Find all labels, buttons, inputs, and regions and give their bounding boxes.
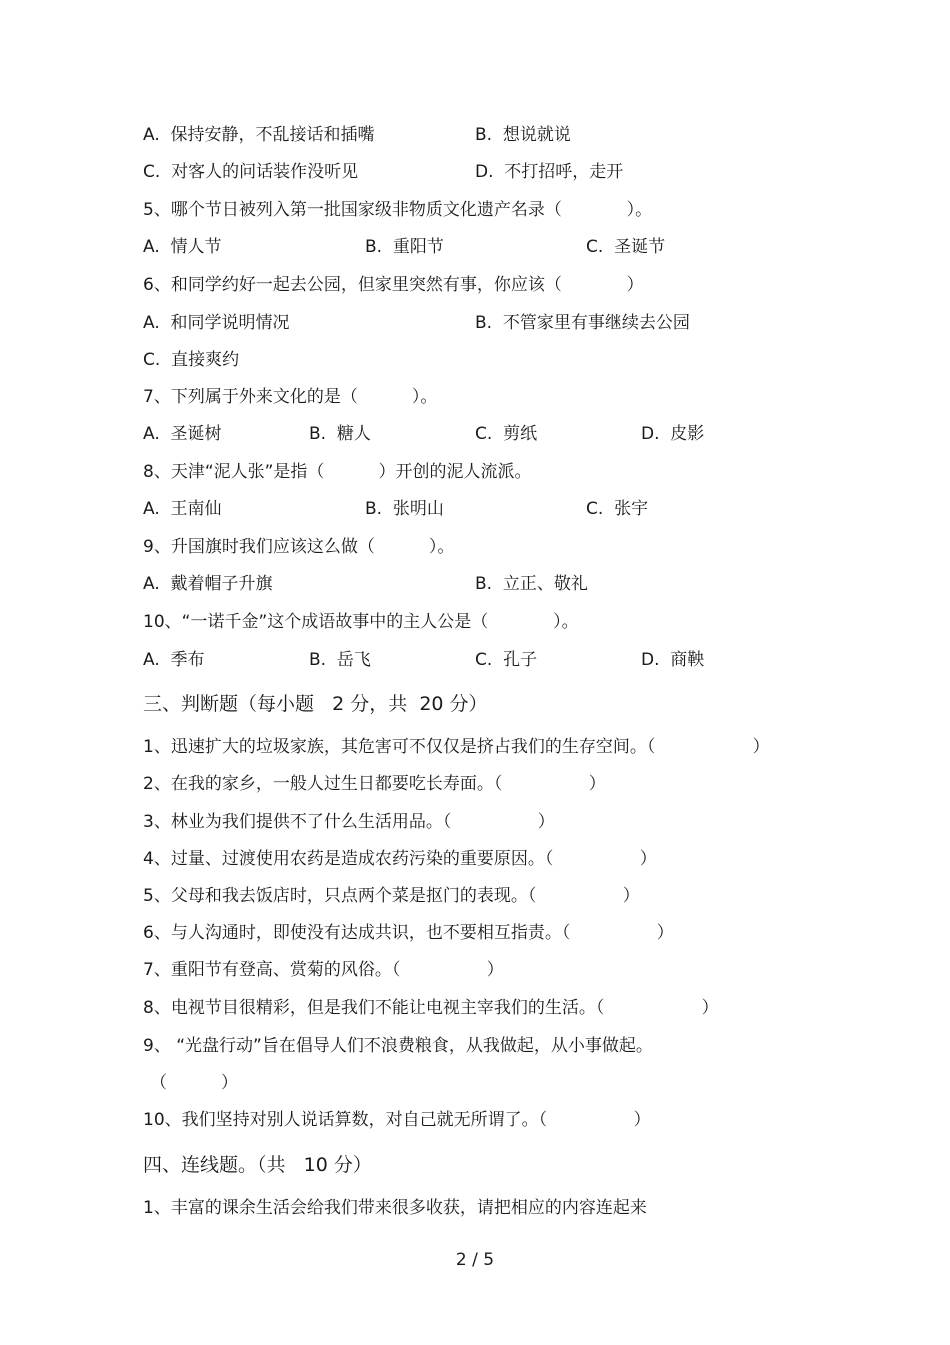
q4-option-c: C. 对客人的问话装作没听见: [143, 162, 359, 182]
q10-option-c: C. 孔子: [475, 650, 538, 670]
q9-stem: 9、升国旗时我们应该这么做（ ）。: [143, 537, 455, 557]
q5-stem: 5、哪个节日被列入第一批国家级非物质文化遗产名录（ ）。: [143, 200, 653, 220]
judge-item-1: 1、迅速扩大的垃圾家族，其危害可不仅仅是挤占我们的生存空间。（ ）: [143, 737, 770, 757]
q7-stem: 7、下列属于外来文化的是（ ）。: [143, 387, 438, 407]
judge-item-3: 3、林业为我们提供不了什么生活用品。（ ）: [143, 812, 555, 832]
q7-option-a: A. 圣诞树: [143, 424, 222, 444]
judge-item-7: 7、重阳节有登高、赏菊的风俗。（ ）: [143, 960, 504, 980]
q9-option-a: A. 戴着帽子升旗: [143, 574, 273, 594]
q4-option-a: A. 保持安静，不乱接话和插嘴: [143, 125, 375, 145]
judge-item-5: 5、父母和我去饭店时，只点两个菜是抠门的表现。（ ）: [143, 886, 640, 906]
judge-item-4: 4、过量、过渡使用农药是造成农药污染的重要原因。（ ）: [143, 849, 657, 869]
q9-option-b: B. 立正、敬礼: [475, 574, 588, 594]
judge-item-10: 10、我们坚持对别人说话算数，对自己就无所谓了。（ ）: [143, 1110, 651, 1130]
q5-option-c: C. 圣诞节: [586, 237, 666, 257]
judge-item-9: 9、 “光盘行动”旨在倡导人们不浪费粮食，从我做起，从小事做起。: [143, 1036, 653, 1056]
q10-stem: 10、“一诺千金”这个成语故事中的主人公是（ ）。: [143, 612, 579, 632]
section3-title: 三、判断题（每小题 2 分，共 20 分）: [143, 693, 488, 715]
q5-option-a: A. 情人节: [143, 237, 222, 257]
q10-option-a: A. 季布: [143, 650, 205, 670]
page-number: 2 / 5: [455, 1250, 495, 1270]
q6-option-b: B. 不管家里有事继续去公园: [475, 313, 690, 333]
q8-option-a: A. 王南仙: [143, 499, 222, 519]
q4-option-b: B. 想说就说: [475, 125, 571, 145]
section4-title: 四、连线题。（共 10 分）: [143, 1154, 372, 1176]
q8-option-b: B. 张明山: [365, 499, 444, 519]
q7-option-d: D. 皮影: [641, 424, 705, 444]
q6-option-c: C. 直接爽约: [143, 350, 240, 370]
judge-item-8: 8、电视节目很精彩，但是我们不能让电视主宰我们的生活。（ ）: [143, 998, 719, 1018]
matching-item-1: 1、丰富的课余生活会给我们带来很多收获，请把相应的内容连起来: [143, 1198, 647, 1218]
q6-stem: 6、和同学约好一起去公园，但家里突然有事，你应该（ ）: [143, 275, 644, 295]
q8-option-c: C. 张宇: [586, 499, 649, 519]
q7-option-c: C. 剪纸: [475, 424, 538, 444]
q10-option-d: D. 商鞅: [641, 650, 705, 670]
judge-item-6: 6、与人沟通时，即使没有达成共识，也不要相互指责。（ ）: [143, 923, 674, 943]
judge-item-9-blank: （ ）: [150, 1073, 239, 1093]
judge-item-2: 2、在我的家乡，一般人过生日都要吃长寿面。（ ）: [143, 774, 606, 794]
q8-stem: 8、天津“泥人张”是指（ ）开创的泥人流派。: [143, 462, 532, 482]
q10-option-b: B. 岳飞: [309, 650, 371, 670]
q4-option-d: D. 不打招呼，走开: [475, 162, 624, 182]
q5-option-b: B. 重阳节: [365, 237, 444, 257]
q6-option-a: A. 和同学说明情况: [143, 313, 290, 333]
q7-option-b: B. 糖人: [309, 424, 371, 444]
